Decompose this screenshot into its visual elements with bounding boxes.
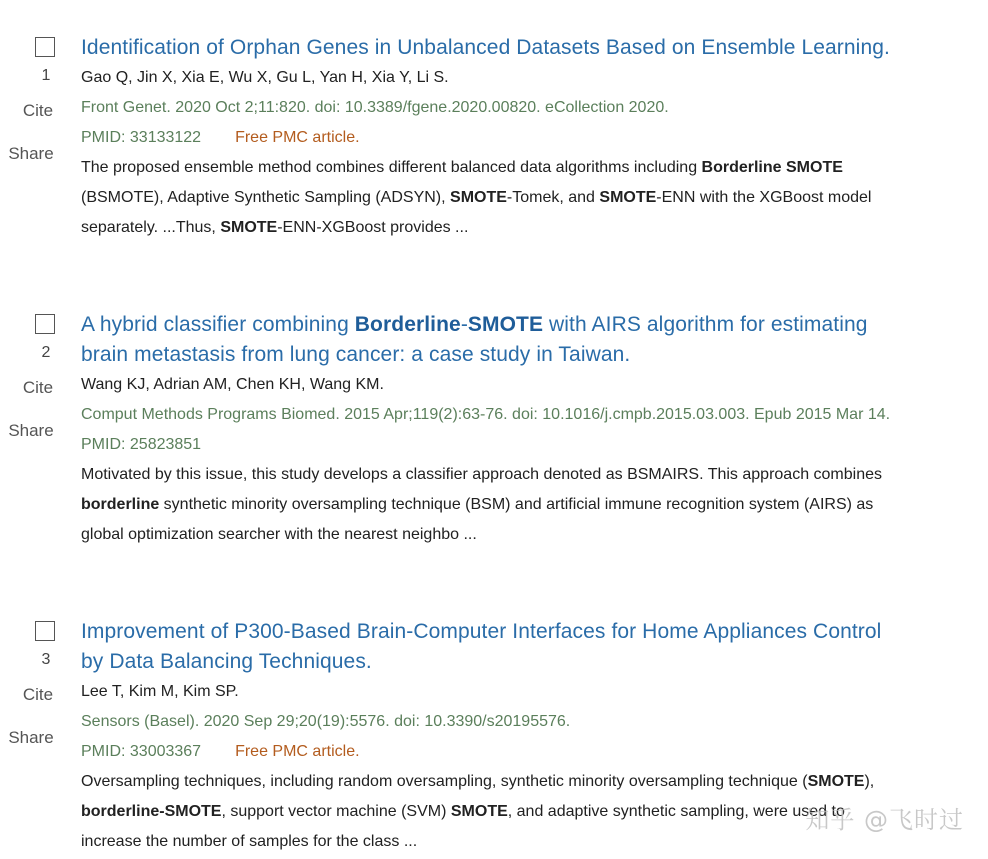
- result-content: [81, 617, 901, 857]
- result-content: [81, 33, 901, 243]
- text-segment: -ENN-XGBoost provides ...: [277, 219, 469, 236]
- text-segment: , support vector machine (SVM): [221, 803, 451, 820]
- result-pmid: PMID: 33133122: [81, 129, 202, 146]
- text-segment: ),: [864, 773, 875, 790]
- select-checkbox[interactable]: [35, 314, 55, 334]
- highlighted-term: Borderline: [354, 313, 461, 336]
- text-segment: , and adaptive synthetic sampling, were used to increase the number of samples for the class ...: [81, 803, 845, 850]
- result-snippet: [81, 767, 901, 857]
- text-segment: -ENN with the XGBoost model separately. ...Thus,: [81, 189, 872, 236]
- result-title-link[interactable]: [81, 617, 901, 677]
- result-authors: Lee T, Kim M, Kim SP.: [81, 683, 239, 700]
- text-segment: Motivated by this issue, this study develops a classifier approach denoted as BSMAIRS. This approach combines: [81, 466, 883, 483]
- result-pmid-line: [81, 737, 901, 767]
- text-segment: The proposed ensemble method combines different balanced data algorithms including: [81, 159, 702, 176]
- highlighted-term: SMOTE: [450, 803, 508, 820]
- result-number: 2: [41, 344, 51, 361]
- result-citation: Sensors (Basel). 2020 Sep 29;20(19):5576. doi: 10.3390/s20195576.: [81, 713, 571, 730]
- highlighted-term: borderline: [81, 496, 160, 513]
- highlighted-term: SMOTE: [807, 773, 865, 790]
- result-authors: Wang KJ, Adrian AM, Chen KH, Wang KM.: [81, 376, 384, 393]
- highlighted-term: SMOTE: [467, 313, 544, 336]
- result-snippet: [81, 460, 901, 550]
- text-segment: -: [460, 313, 468, 336]
- text-segment: Oversampling techniques, including random oversampling, synthetic minority oversampling technique (: [81, 773, 808, 790]
- cite-button[interactable]: Cite: [22, 685, 54, 704]
- text-segment: (BSMOTE), Adaptive Synthetic Sampling (ADSYN),: [81, 189, 451, 206]
- result-snippet: [81, 153, 901, 243]
- result-pmid-line: [81, 430, 901, 460]
- result-citation: Front Genet. 2020 Oct 2;11:820. doi: 10.3389/fgene.2020.00820. eCollection 2020.: [81, 99, 669, 116]
- result-title-link[interactable]: [81, 310, 901, 370]
- result-number: 3: [41, 651, 51, 668]
- highlighted-term: SMOTE: [450, 189, 507, 206]
- select-checkbox[interactable]: [35, 621, 55, 641]
- text-segment: -Tomek, and: [506, 189, 600, 206]
- result-actions: [0, 617, 62, 748]
- free-pmc-badge: Free PMC article.: [235, 129, 360, 146]
- text-segment: synthetic minority oversampling technique (BSM) and artificial immune recognition system (AIRS) as global optimization searcher with the nearest neighbo ...: [81, 496, 874, 543]
- cite-button[interactable]: Cite: [22, 378, 54, 397]
- result-actions: [0, 310, 62, 441]
- select-checkbox[interactable]: [35, 37, 55, 57]
- text-segment: Identification of Orphan Genes in Unbalanced Datasets Based on Ensemble Learning.: [81, 36, 890, 59]
- result-pmid-line: [81, 123, 901, 153]
- cite-button[interactable]: Cite: [22, 101, 54, 120]
- highlighted-term: SMOTE: [220, 219, 278, 236]
- highlighted-term: SMOTE: [599, 189, 657, 206]
- share-button[interactable]: Share: [8, 144, 54, 163]
- free-pmc-badge: Free PMC article.: [235, 743, 360, 760]
- text-segment: Improvement of P300-Based Brain-Computer Interfaces for Home Appliances Control by Data Balancing Techniques.: [81, 620, 882, 673]
- watermark: 知乎 @飞时过: [805, 806, 964, 834]
- result-title-link[interactable]: [81, 33, 901, 63]
- result-number: 1: [41, 67, 51, 84]
- result-content: [81, 310, 901, 550]
- result-actions: [0, 33, 62, 164]
- text-segment: with AIRS algorithm for estimating brain metastasis from lung cancer: a case study in Taiwan.: [81, 313, 868, 366]
- result-authors: Gao Q, Jin X, Xia E, Wu X, Gu L, Yan H, Xia Y, Li S.: [81, 69, 449, 86]
- share-button[interactable]: Share: [8, 728, 54, 747]
- highlighted-term: borderline-SMOTE: [81, 803, 222, 820]
- share-button[interactable]: Share: [8, 421, 54, 440]
- text-segment: A hybrid classifier combining: [81, 313, 355, 336]
- result-citation: Comput Methods Programs Biomed. 2015 Apr;119(2):63-76. doi: 10.1016/j.cmpb.2015.03.003. Epub 2015 Mar 14.: [81, 406, 891, 423]
- result-pmid: PMID: 33003367: [81, 743, 202, 760]
- result-pmid: PMID: 25823851: [81, 436, 202, 453]
- highlighted-term: Borderline SMOTE: [701, 159, 843, 176]
